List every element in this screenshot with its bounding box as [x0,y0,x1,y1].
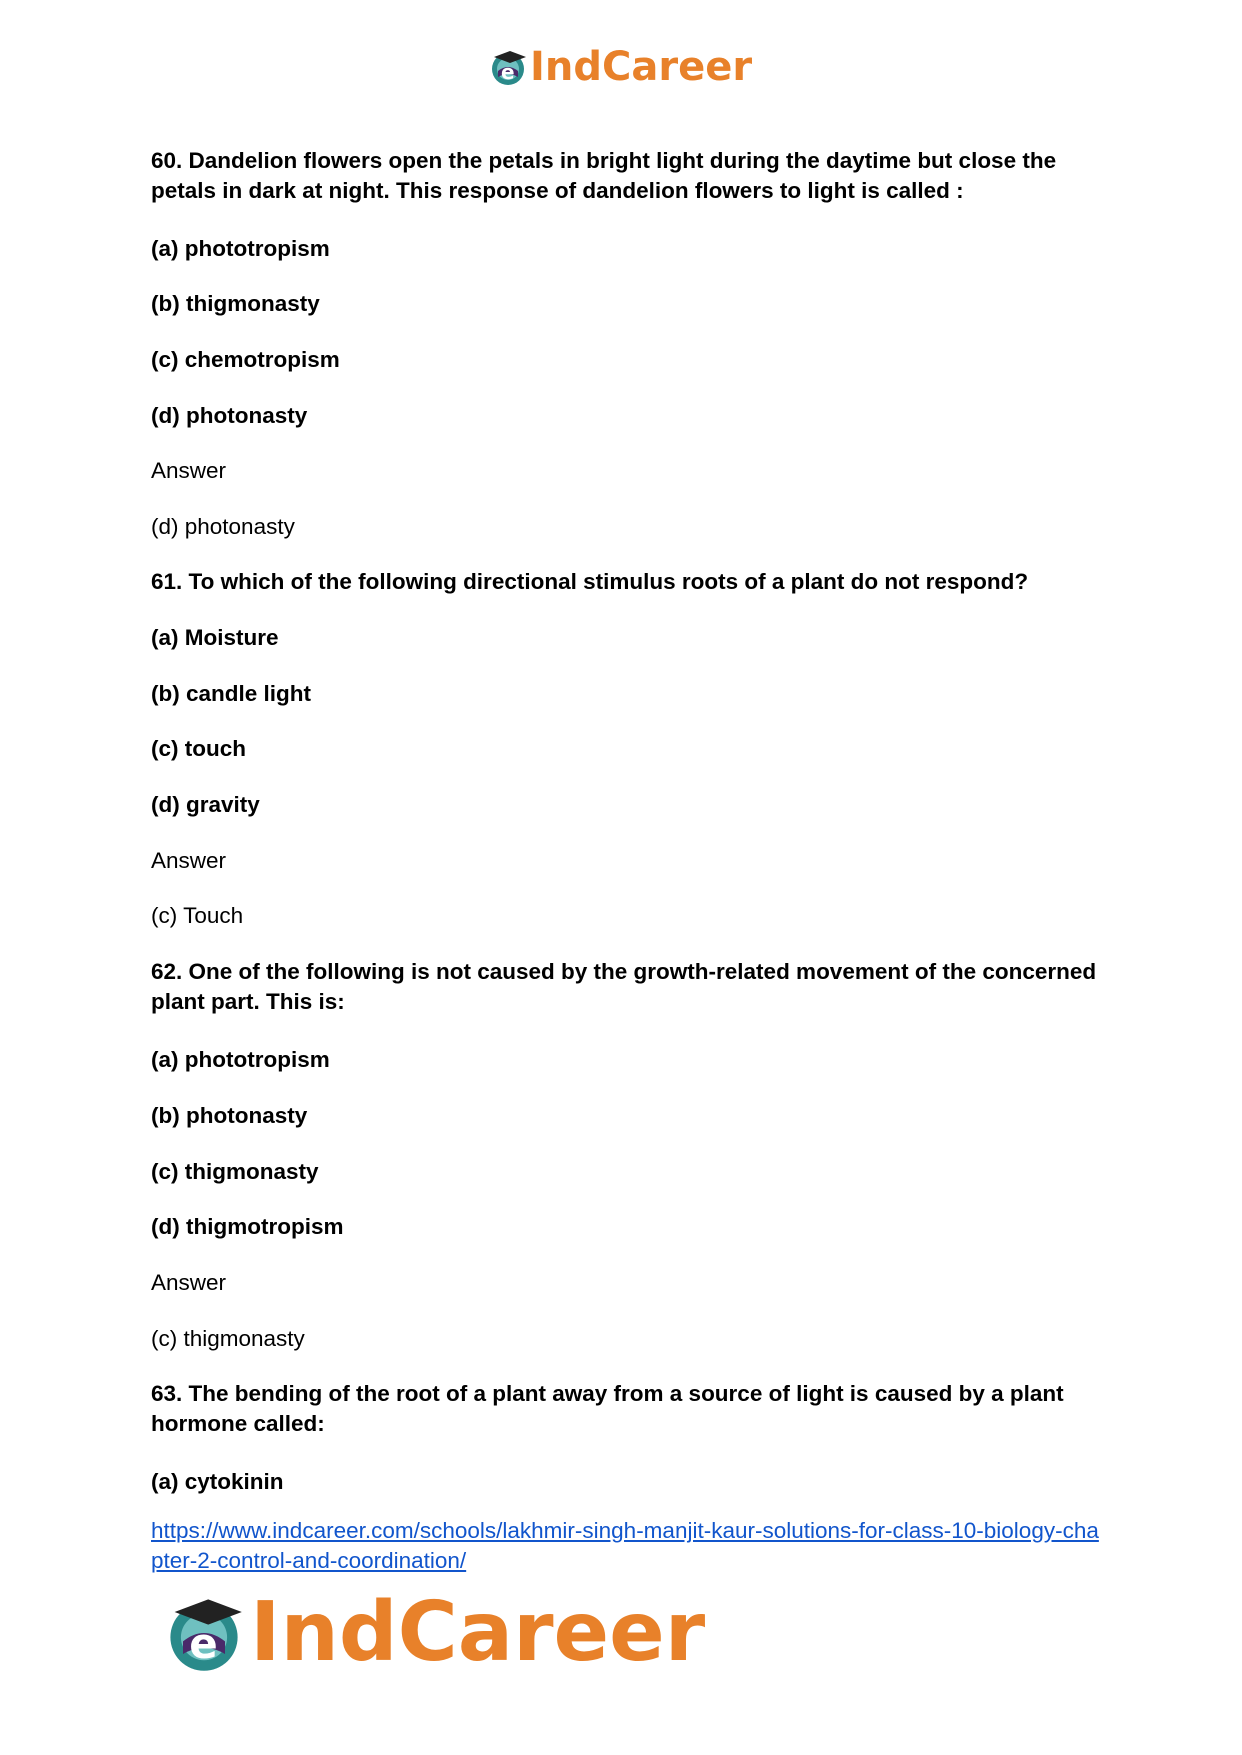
option: (d) gravity [151,792,260,817]
source-link[interactable]: https://www.indcareer.com/schools/lakhmir-singh-manjit-kaur-solutions-for-class-10-biology-chapter-2-control-and-coordination/ [151,1518,1099,1573]
graduation-cap-globe-icon [488,47,528,87]
answer-label: Answer [151,848,227,873]
footer-logo [162,1585,706,1680]
option: (d) photonasty [151,403,308,428]
question-text: 62. One of the following is not caused by the growth-related movement of the concerned plant part. This is: [151,959,1097,1014]
answer-text: (d) photonasty [151,514,295,539]
svg-text:e: e [501,60,515,84]
header-logo [488,42,752,92]
header-logo-text: IndCareer [530,44,753,90]
answer-text: (c) thigmonasty [151,1326,305,1351]
option: (b) thigmonasty [151,291,320,316]
option: (a) phototropism [151,1047,330,1072]
option: (b) photonasty [151,1103,308,1128]
option: (c) chemotropism [151,347,340,372]
footer-logo-text: IndCareer [250,1585,706,1680]
option: (a) cytokinin [151,1469,284,1494]
option: (c) thigmonasty [151,1159,319,1184]
question-text: 60. Dandelion flowers open the petals in bright light during the daytime but close the petals in dark at night. This response of dandelion flowers to light is called : [151,148,1057,203]
question-text: 63. The bending of the root of a plant away from a source of light is caused by a plant hormone called: [151,1381,1064,1436]
answer-label: Answer [151,1270,227,1295]
question-63 [151,1379,1111,1439]
question-60 [151,146,1111,206]
svg-text:e: e [189,1619,218,1669]
answer-label: Answer [151,458,227,483]
option: (a) Moisture [151,625,279,650]
option: (c) touch [151,736,246,761]
question-62 [151,957,1111,1017]
question-text: 61. To which of the following directional stimulus roots of a plant do not respond? [151,569,1029,594]
option: (a) phototropism [151,236,330,261]
option: (b) candle light [151,681,311,706]
option: (d) thigmotropism [151,1214,344,1239]
graduation-cap-globe-icon [162,1591,246,1675]
answer-text: (c) Touch [151,903,244,928]
